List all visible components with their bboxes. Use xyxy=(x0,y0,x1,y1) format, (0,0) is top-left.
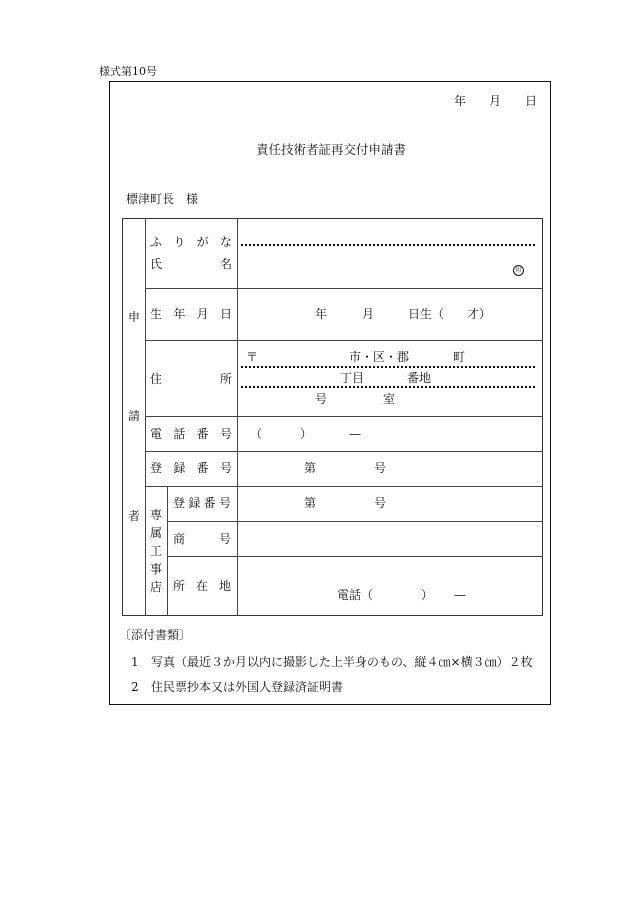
room-unit: 室 xyxy=(383,392,396,406)
shop-label: 専 属 工 事 店 xyxy=(150,508,163,594)
chome-unit: 丁目 xyxy=(340,371,365,385)
row-divider-address xyxy=(145,416,543,417)
registration-field[interactable] xyxy=(240,455,540,483)
shop-column-divider xyxy=(167,486,168,616)
registration-dai: 第 xyxy=(304,461,317,475)
row-divider-registration xyxy=(145,486,543,487)
row-divider-phone xyxy=(145,451,543,452)
form-title: 責任技術者証再交付申請書 xyxy=(256,142,407,157)
furigana-label: ふ り が な xyxy=(150,235,232,249)
row-divider-birth xyxy=(145,340,543,341)
phone-dash: — xyxy=(349,427,361,441)
address-line-2 xyxy=(241,386,535,388)
attachment-item: 写真（最近３か月以内に撮影した上半身のもの、縦４㎝×横３㎝）２枚 xyxy=(151,655,533,669)
date-year-label: 年 xyxy=(454,94,467,108)
location-phone-close: ） xyxy=(421,588,434,602)
banchi-unit: 番地 xyxy=(407,371,432,385)
attachment-number: 1 xyxy=(131,655,139,669)
location-phone-dash: — xyxy=(454,588,466,602)
trade-name-field[interactable] xyxy=(240,525,540,553)
city-unit: 市・区・郡 xyxy=(349,350,410,364)
birth-month-unit: 月 xyxy=(362,307,375,321)
attachment-item: 住民票抄本又は外国人登録済証明書 xyxy=(151,680,344,694)
form-number: 様式第10号 xyxy=(99,65,157,78)
address-line-1 xyxy=(241,366,535,368)
attachments-heading: 〔添付書類〕 xyxy=(119,628,192,642)
shop-registration-go: 号 xyxy=(374,496,387,510)
phone-label: 電 話 番 号 xyxy=(150,427,232,441)
location-phone-label: 電話（ xyxy=(337,588,374,602)
applicant-label-char: 申 xyxy=(128,310,141,324)
registration-label: 登 録 番 号 xyxy=(150,461,232,475)
birth-date-label: 生 年 月 日 xyxy=(150,307,232,321)
phone-open-paren: （ xyxy=(250,427,263,441)
postal-mark: 〒 xyxy=(246,350,259,364)
row-divider-name xyxy=(145,288,543,289)
location-field[interactable] xyxy=(240,560,540,612)
birth-date-field[interactable] xyxy=(240,292,540,336)
registration-go: 号 xyxy=(374,461,387,475)
row-divider-shop-registration xyxy=(167,521,543,522)
date-month-label: 月 xyxy=(489,94,502,108)
row-divider-trade-name xyxy=(167,556,543,557)
seal-mark: 印 xyxy=(513,265,524,276)
shop-registration-label: 登 録 番 号 xyxy=(173,496,231,510)
applicant-column-divider xyxy=(145,218,146,616)
applicant-label-char: 請 xyxy=(128,409,141,423)
trade-name-label: 商 号 xyxy=(173,532,231,546)
addressee: 標津町長 様 xyxy=(126,192,199,206)
attachment-number: 2 xyxy=(131,680,139,694)
shop-registration-field[interactable] xyxy=(240,490,540,518)
phone-field[interactable] xyxy=(240,420,540,448)
go-unit: 号 xyxy=(315,392,328,406)
name-field[interactable] xyxy=(241,250,506,282)
applicant-label-char: 者 xyxy=(128,509,141,523)
date-day-label: 日 xyxy=(525,94,538,108)
furigana-field[interactable] xyxy=(241,244,535,246)
age-unit: 才） xyxy=(467,307,492,321)
location-label: 所 在 地 xyxy=(173,579,231,593)
name-label: 氏 名 xyxy=(150,257,232,271)
phone-close-paren: ） xyxy=(300,427,313,441)
town-unit: 町 xyxy=(453,350,466,364)
birth-day-unit: 日生（ xyxy=(408,307,445,321)
shop-registration-dai: 第 xyxy=(304,496,317,510)
birth-year-unit: 年 xyxy=(315,307,328,321)
address-label: 住 所 xyxy=(150,372,232,386)
